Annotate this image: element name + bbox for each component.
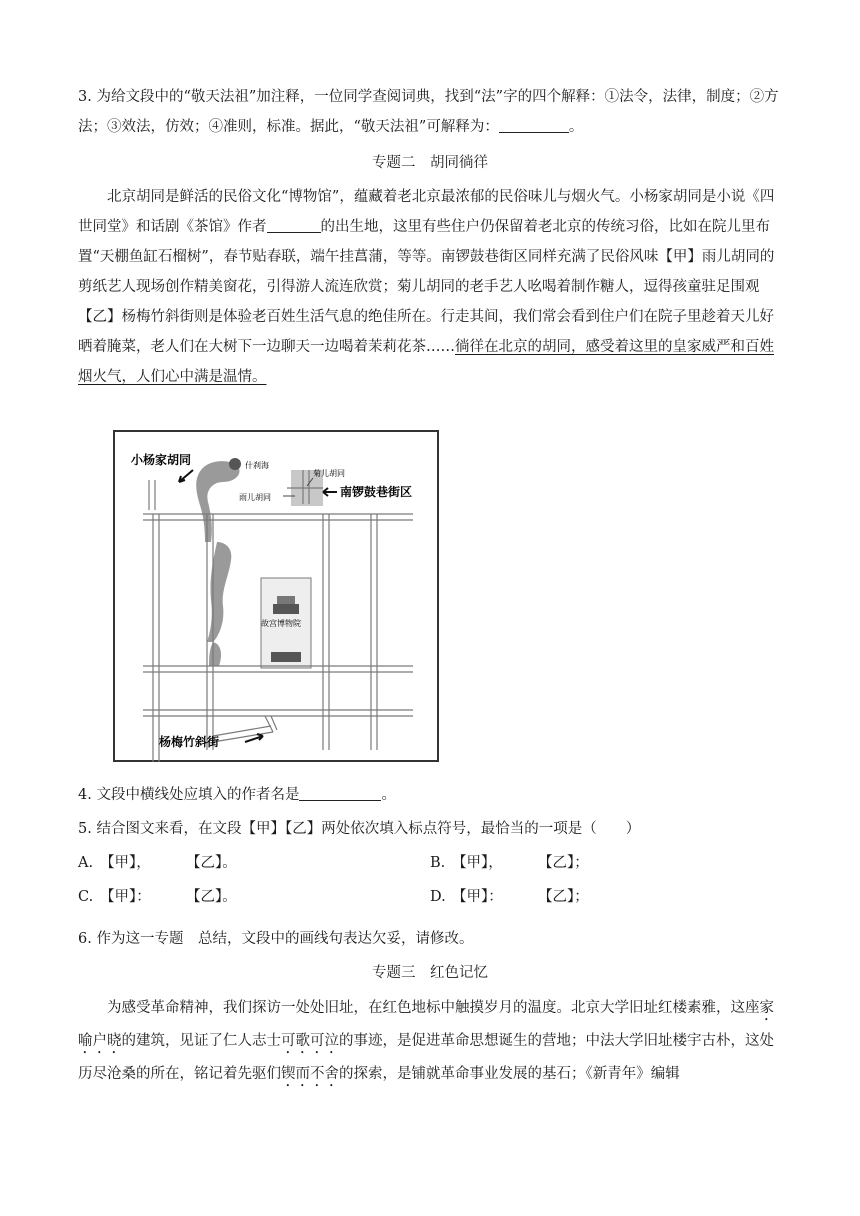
section-3-paragraph xyxy=(78,992,784,1091)
author-blank[interactable] xyxy=(267,214,321,233)
label-gugong: 故宫博物院 xyxy=(261,619,301,628)
option-c-yi: 【乙】。 xyxy=(186,889,237,905)
option-b-jia: 【甲】， xyxy=(452,855,503,871)
option-c-jia: 【甲】： xyxy=(100,889,151,905)
option-c-label: C. xyxy=(78,889,94,905)
section-2-text-b: 的出生地，这里有些住户仍保留着老北京的传统习俗，比如在院儿里布置“天棚鱼缸石榴树”，春节贴春联，端午挂菖蒲，等等。南锣鼓巷街区同样充满了民俗风味【甲】雨儿胡同的剪纸艺人现场创作精美窗花，引得游人流连欣赏；菊儿胡同的老手艺人吆喝着制作糖人，逗得孩童驻足围观【乙】杨梅竹斜街则是体验老百姓生活气息的绝佳所在。行走其间，我们常会看到住户们在院子里趁着天儿好晒着腌菜，老人们在大树下一边聊天一边喝着茉莉花茶…… xyxy=(78,219,775,355)
palace-roof-icon xyxy=(277,596,295,604)
dotted-word-1: 家喻户晓 xyxy=(78,1000,774,1049)
dotted-word-2: 可歌可泣 xyxy=(281,1033,339,1049)
underlined-sentence: 徜徉在北京的胡同，感受着这里的皇家威严和百姓烟火气，人们心中满是温情。 xyxy=(78,339,774,385)
answer-blank-q4[interactable] xyxy=(299,782,381,801)
option-b-label: B. xyxy=(430,855,446,871)
subway-icon xyxy=(229,458,241,470)
dotted-word-3: 锲而不舍 xyxy=(281,1066,339,1082)
option-d-jia: 【甲】： xyxy=(452,889,503,905)
section-3-text-3: 的事迹，是促进革命思想诞生的营地；中法大学旧址楼宇古朴，这处历尽沧桑的所在，铭记着先驱们 xyxy=(78,1033,774,1082)
label-xiaoyangjia: 小杨家胡同 xyxy=(131,453,192,467)
section-2-paragraph xyxy=(78,182,784,392)
palace-icon xyxy=(273,604,299,614)
option-a-label: A. xyxy=(78,855,94,871)
option-a[interactable] xyxy=(78,848,237,878)
option-b-yi: 【乙】； xyxy=(538,855,589,871)
option-d[interactable] xyxy=(430,882,589,912)
question-4-end: 。 xyxy=(381,787,396,803)
option-c[interactable] xyxy=(78,882,237,912)
option-a-yi: 【乙】。 xyxy=(186,855,237,871)
option-d-label: D. xyxy=(430,889,446,905)
answer-blank-q3[interactable] xyxy=(499,114,569,133)
question-4-text: 4. 文段中横线处应填入的作者名是 xyxy=(78,787,300,803)
question-6: 6. 作为这一专题 总结，文段中的画线句表达欠妥，请修改。 xyxy=(78,931,474,947)
label-yuer: 雨儿胡同 xyxy=(239,493,271,502)
label-nanluoguxiang: 南锣鼓巷街区 xyxy=(340,485,413,499)
option-a-jia: 【甲】， xyxy=(100,855,151,871)
section-3-text-2: 的建筑，见证了仁人志士 xyxy=(121,1033,281,1049)
section-3-text-4: 的探索，是铺就革命事业发展的基石；《新青年》编辑 xyxy=(339,1066,680,1082)
option-b[interactable] xyxy=(430,848,589,878)
palace-gate-icon xyxy=(271,652,301,662)
section-3-text-1: 为感受革命精神，我们探访一处处旧址，在红色地标中触摸岁月的温度。北京大学旧址红楼素雅，这座 xyxy=(107,1000,760,1016)
label-juer: 菊儿胡同 xyxy=(313,469,345,478)
question-4 xyxy=(78,780,784,810)
section-3-title: 专题三 红色记忆 xyxy=(372,965,488,981)
question-3 xyxy=(78,82,784,142)
question-3-end: 。 xyxy=(568,119,584,135)
hutong-map xyxy=(113,430,439,762)
question-3-text: 3. 为给文段中的“敬天法祖”加注释，一位同学查阅词典，找到“法”字的四个解释：①法令，法律，制度；②方法；③效法，仿效；④准则，标准。据此，“敬天法祖”可解释为： xyxy=(78,89,779,135)
question-5: 5. 结合图文来看，在文段【甲】【乙】两处依次填入标点符号，最恰当的一项是（ ） xyxy=(78,821,641,837)
section-2-title: 专题二 胡同徜徉 xyxy=(372,155,488,171)
section-2-text-a: 北京胡同是鲜活的民俗文化“博物馆”，蕴藏着老北京最浓郁的民俗味儿与烟火气。小杨家胡同是小说《四世同堂》和话剧《茶馆》作者 xyxy=(78,189,775,235)
label-shichahai: 什刹海 xyxy=(245,461,269,470)
option-d-yi: 【乙】； xyxy=(538,889,589,905)
label-yangmeizhu: 杨梅竹斜街 xyxy=(159,735,220,749)
